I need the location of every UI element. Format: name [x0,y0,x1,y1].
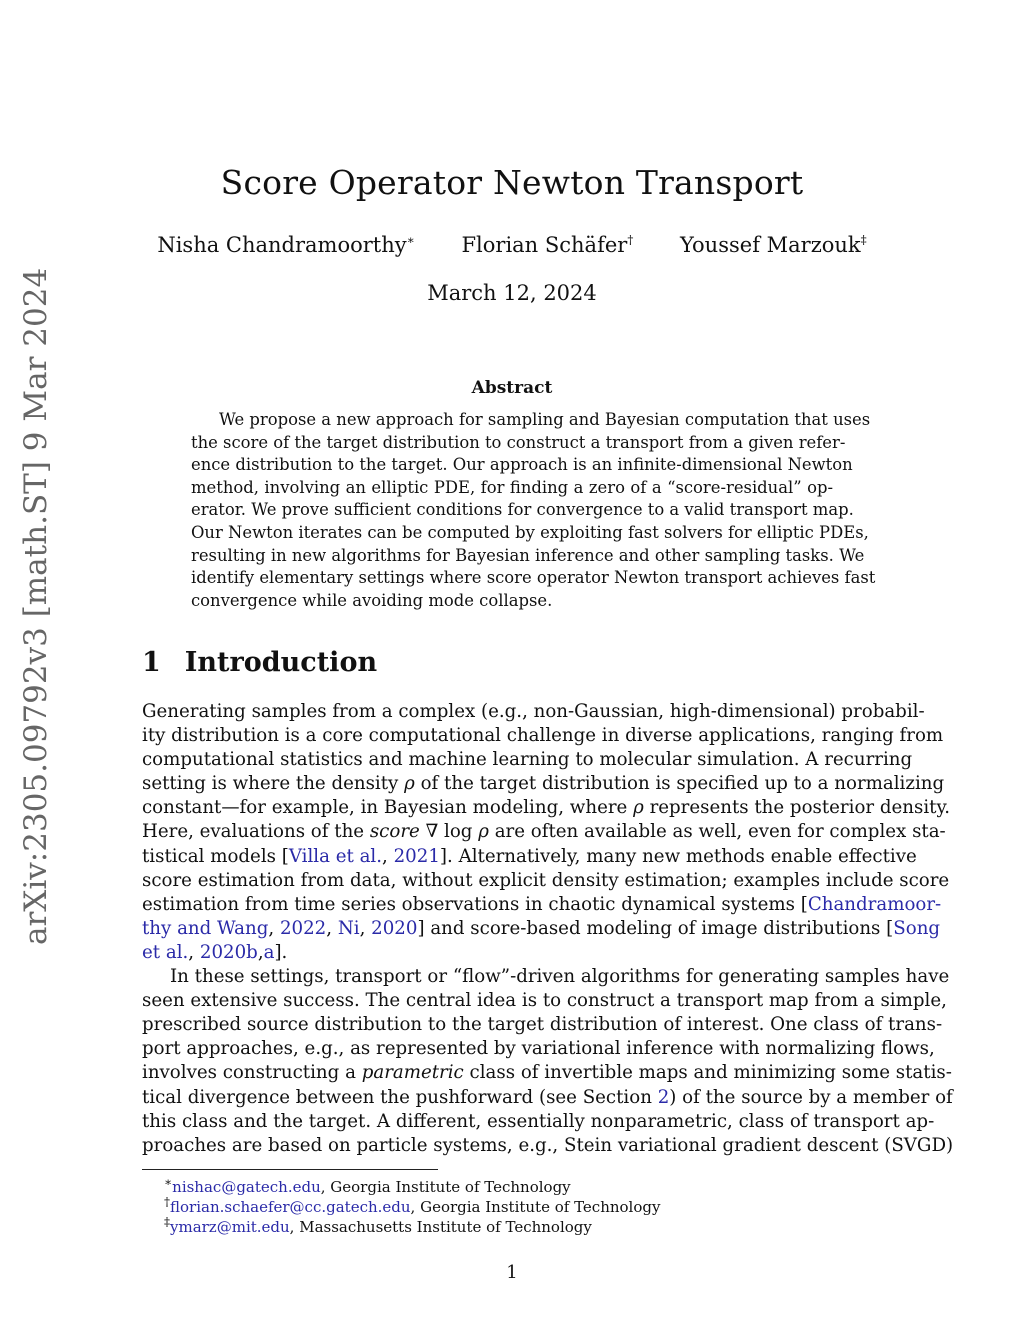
author-list [0,233,1024,257]
text-run: constant—for example, in Bayesian modeling, where [142,797,634,819]
text-run: , [268,917,280,939]
footnote-mark[interactable]: † [627,233,634,247]
citation-link[interactable]: 2020b [199,941,258,963]
text-run: ]. Alternatively, many new methods enable effective [439,845,917,867]
text-run: , [257,941,264,963]
body-line [142,893,942,917]
emphasis: ρ [404,773,415,795]
body-line [142,724,944,748]
abstract-line: erator. We prove sufficient conditions for convergence to a valid transport map. [191,500,854,520]
section-heading [142,647,377,678]
emphasis: score [369,821,420,843]
section-title: Introduction [184,647,378,678]
footnote [164,1175,571,1196]
author [157,233,414,257]
abstract-line: identify elementary settings where score operator Newton transport achieves fast [191,568,876,588]
text-run: prescribed source distribution to the target distribution of interest. One class of trans- [142,1014,943,1036]
emphasis: parametric [361,1062,464,1084]
text-run: , [382,845,394,867]
citation-link[interactable]: Song [893,917,941,939]
body-line [142,869,950,893]
text-run: ∇ log [419,821,479,843]
footnote-mark[interactable]: ∗ [406,233,415,247]
abstract-line: resulting in new algorithms for Bayesian inference and other sampling tasks. We [191,545,865,565]
author [461,233,633,257]
citation-link[interactable]: et al. [142,941,189,963]
body-line [142,941,882,965]
abstract-heading: Abstract [471,378,553,398]
citation-link[interactable]: Villa et al. [288,845,383,867]
body-line [142,989,947,1013]
text-run: Here, evaluations of the [142,821,370,843]
emphasis: ρ [478,821,489,843]
body-line [142,917,941,941]
text-run: are often available as well, even for complex sta- [488,821,946,843]
text-run: ity distribution is a core computational challenge in diverse applications, ranging from [142,725,944,747]
affiliation: , Georgia Institute of Technology [320,1178,571,1196]
text-run: , [359,917,372,939]
text-run: tistical models [ [142,845,289,867]
text-run: , [326,917,338,939]
text-run: represents the posterior density. [643,797,951,819]
citation-link[interactable]: 2022 [279,917,327,939]
citation-link[interactable]: thy and Wang [142,917,269,939]
text-run: estimation from time series observations in chaotic dynamical systems [ [142,893,808,915]
body-line [142,772,945,796]
body-line [142,820,946,844]
affiliation: , Massachusetts Institute of Technology [289,1218,592,1236]
footnote-rule [142,1169,438,1170]
email-link[interactable]: ymarz@mit.edu [170,1218,290,1236]
text-run: class of invertible maps and minimizing some statis- [463,1062,952,1084]
footnote-mark: ‡ [164,1215,170,1229]
email-link[interactable]: nishac@gatech.edu [172,1178,321,1196]
text-run: involves constructing a [142,1062,362,1084]
author-name: Nisha Chandramoorthy [157,233,407,257]
text-run: of the target distribution is specified up to a normalizing [414,773,945,795]
email-link[interactable]: florian.schaefer@cc.gatech.edu [170,1198,411,1216]
paper-title: Score Operator Newton Transport [220,163,804,202]
body-line [142,1037,935,1061]
affiliation: , Georgia Institute of Technology [410,1198,661,1216]
abstract-line: the score of the target distribution to construct a transport from a given refer- [191,432,846,452]
emphasis: ρ [633,797,644,819]
citation-link[interactable]: Chandramoor- [807,893,942,915]
footnote-mark: ∗ [164,1175,173,1189]
text-run: port approaches, e.g., as represented by variational inference with normalizing flows, [142,1038,935,1060]
author-name: Youssef Marzouk [680,233,861,257]
arxiv-identifier-stamp: arXiv:2305.09792v3 [math.ST] 9 Mar 2024 [18,267,54,945]
footnote [164,1195,660,1216]
text-run: In these settings, transport or “flow”-driven algorithms for generating samples have [170,966,950,988]
body-line [142,1061,952,1085]
body-line [142,1013,943,1037]
body-line [142,748,913,772]
abstract-line: We propose a new approach for sampling and Bayesian computation that uses [219,410,871,429]
citation-link[interactable]: 2020 [371,917,418,939]
body-line [142,796,951,820]
abstract-line: ence distribution to the target. Our approach is an infinite-dimensional Newton [191,455,853,475]
page-number: 1 [506,1262,518,1283]
body-line [142,1134,954,1158]
citation-link[interactable]: 2 [657,1086,670,1108]
text-run: setting is where the density [142,773,405,795]
abstract-text [191,409,876,612]
abstract-line: method, involving an elliptic PDE, for finding a zero of a “score-residual” op- [191,477,833,497]
abstract-line: Our Newton iterates can be computed by exploiting fast solvers for elliptic PDEs, [191,522,869,542]
text-run: ] and score-based modeling of image distributions [ [417,917,894,939]
text-run: ) of the source by a member of [669,1086,953,1108]
paper-date: March 12, 2024 [427,281,597,305]
abstract-line: convergence while avoiding mode collapse. [191,590,553,610]
text-run: computational statistics and machine learning to molecular simulation. A recurring [142,749,913,771]
author-name: Florian Schäfer [461,233,628,257]
text-run: proaches are based on particle systems, e.g., Stein variational gradient descent (SVGD) [142,1134,954,1156]
section-number: 1 [142,647,161,678]
text-run: ]. [274,941,288,963]
author [680,233,867,257]
text-run: score estimation from data, without explicit density estimation; examples include score [142,869,950,891]
text-run: seen extensive success. The central idea is to construct a transport map from a simple, [142,990,947,1012]
body-line [142,1086,953,1110]
body-line [142,1110,935,1134]
body-line [142,700,925,724]
body-line [142,845,917,869]
citation-link[interactable]: a [263,941,275,963]
body-text [142,700,954,1158]
text-run: this class and the target. A different, essentially nonparametric, class of transport ap- [142,1110,935,1132]
text-run: , [188,941,200,963]
footnote [164,1215,592,1236]
footnote-mark[interactable]: ‡ [860,233,867,247]
text-run: Generating samples from a complex (e.g., non-Gaussian, high-dimensional) probabil- [142,701,925,722]
body-line [142,965,950,989]
footnote-mark: † [164,1195,170,1209]
citation-link[interactable]: Ni [337,917,360,939]
text-run: tical divergence between the pushforward (see Section [142,1086,658,1108]
citation-link[interactable]: 2021 [393,845,440,867]
